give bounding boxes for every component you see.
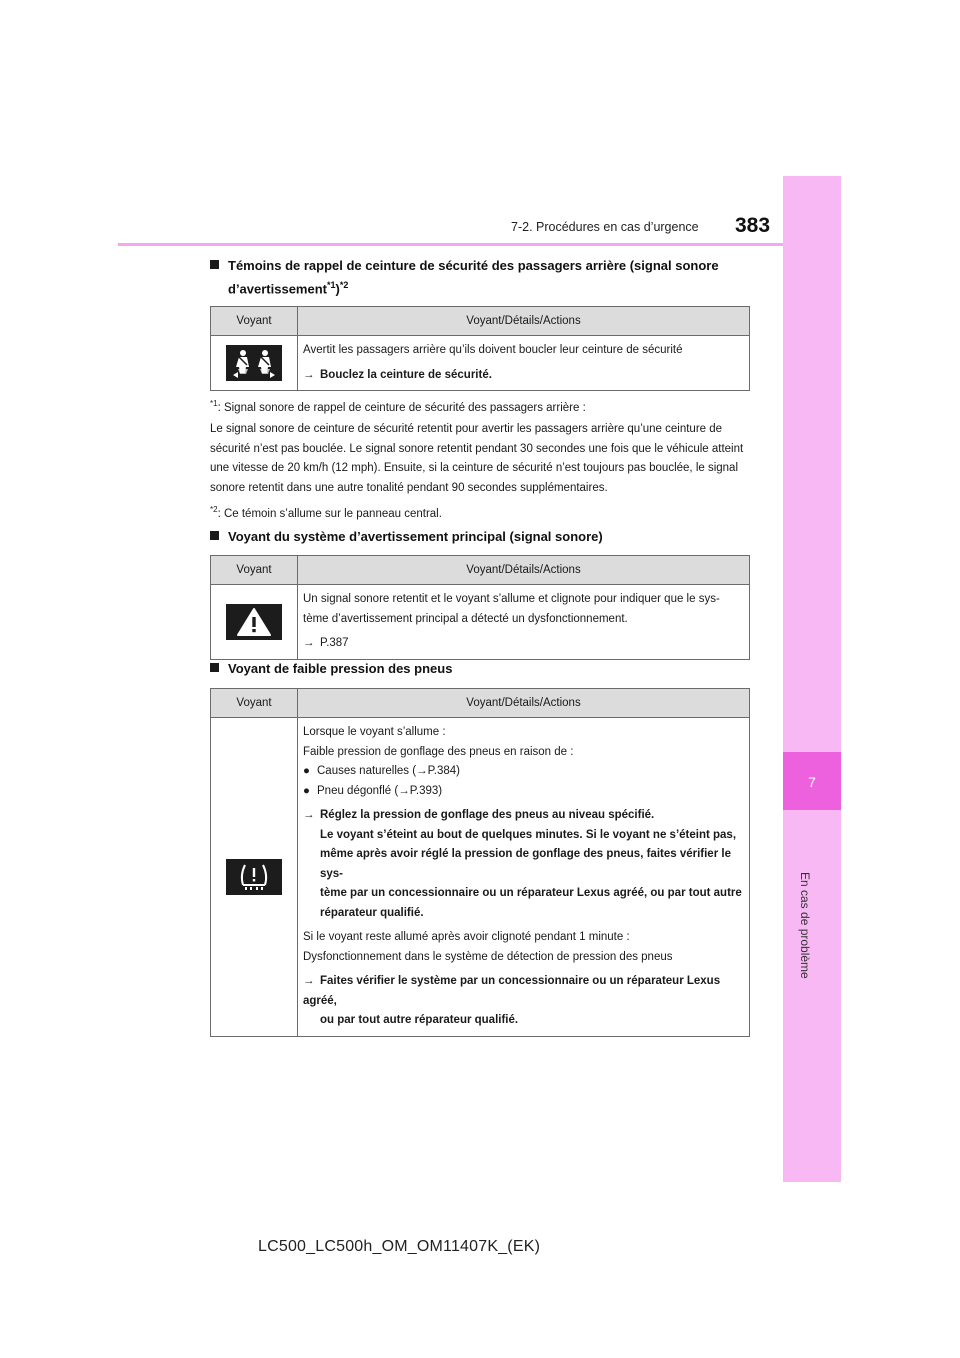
section-header: 7-2. Procédures en cas d’urgence	[511, 220, 699, 234]
line-4: Dysfonctionnement dans le système de détection de pression des pneus	[303, 950, 673, 963]
row-text-line2: tème d’avertissement principal a détecté un dysfonctionnement.	[303, 612, 628, 625]
section2-heading: Voyant du système d’avertissement principal (signal sonore)	[210, 529, 603, 544]
tire-pressure-warning-icon	[226, 859, 282, 895]
col-header-details: Voyant/Détails/Actions	[298, 689, 750, 718]
action-1: → Réglez la pression de gonflage des pneus au niveau spécifié.	[303, 809, 655, 821]
page-ref-link[interactable]: P.393	[409, 784, 439, 797]
col-header-details: Voyant/Détails/Actions	[298, 556, 750, 585]
line-2: Faible pression de gonflage des pneus en raison de :	[303, 745, 574, 758]
footnote-1-body: Le signal sonore de ceinture de sécurité retentit pour avertir les passagers arrière qu’une ceinture de sécurité n’est pas bouclée. Le signal sonore retentit pendant 30 secondes une fois que le véhicule atteint une vitesse de 20 km/h (12 mph). Ensuite, si la ceinture de sécurité n’est toujours pas bouclée, le signal sonore retentit dans une autre tonalité pendant 90 secondes supplémentaires.	[210, 423, 744, 494]
icon-cell	[211, 336, 298, 391]
action-2: → Faites vérifier le système par un concessionnaire ou un réparateur Lexus agréé,	[303, 975, 721, 1007]
col-header-voyant: Voyant	[211, 307, 298, 336]
icon-cell	[211, 585, 298, 660]
details-cell	[298, 718, 750, 1037]
table-row	[211, 336, 750, 391]
document-code: LC500_LC500h_OM_OM11407K_(EK)	[258, 1238, 541, 1255]
page-number: 383	[735, 214, 771, 237]
row-text-line1: Un signal sonore retentit et le voyant s’allume et clignote pour indiquer que le sys-	[303, 593, 720, 605]
action-1-line2: Le voyant s’éteint au bout de quelques minutes. Si le voyant ne s’éteint pas,	[320, 828, 737, 841]
rear-seatbelt-reminder-icon	[226, 345, 282, 381]
row-action: → Bouclez la ceinture de sécurité.	[303, 368, 492, 381]
icon-cell	[211, 718, 298, 1037]
action-1-line4: tème par un concessionnaire ou un réparateur Lexus agréé, ou par tout autre	[320, 887, 742, 899]
table-header-row	[211, 307, 750, 336]
page-ref-link[interactable]: P.384	[427, 765, 457, 777]
seatbelt-table	[210, 306, 750, 391]
table-header-row	[211, 689, 750, 718]
section3-heading: Voyant de faible pression des pneus	[210, 661, 452, 676]
table-row	[211, 585, 750, 660]
table-row	[211, 718, 750, 1037]
chapter-tab	[783, 176, 841, 1182]
bullet-item: ● Causes naturelles (→P.384)	[303, 765, 460, 777]
master-warning-table	[210, 555, 750, 660]
row-action: → P.387	[303, 637, 349, 649]
section1-heading: Témoins de rappel de ceinture de sécurité des passagers arrière (signal sonore	[210, 258, 719, 273]
chapter-number-box	[783, 752, 841, 810]
col-header-voyant: Voyant	[211, 689, 298, 718]
action-1-line5: réparateur qualifié.	[320, 906, 424, 919]
col-header-voyant: Voyant	[211, 556, 298, 585]
footnote-1-title: $^{*1}$: Signal sonore de rappel de ceinture de sécurité des passagers arrière :	[210, 399, 586, 414]
col-header-details: Voyant/Détails/Actions	[298, 307, 750, 336]
details-cell	[298, 585, 750, 660]
bullet-item: ● Pneu dégonflé (→P.393)	[303, 784, 443, 797]
tire-pressure-table	[210, 688, 750, 1037]
heading-bullet	[210, 663, 219, 672]
master-warning-icon	[226, 604, 282, 640]
page-ref-link[interactable]: P.387	[320, 637, 349, 649]
row-text: Avertit les passagers arrière qu’ils doivent boucler leur ceinture de sécurité	[303, 344, 683, 356]
line-3: Si le voyant reste allumé après avoir clignoté pendant 1 minute :	[303, 931, 630, 943]
action-1-line3: même après avoir réglé la pression de gonflage des pneus, faites vérifier le sys-	[320, 848, 731, 880]
details-cell	[298, 336, 750, 391]
action-2-line2: ou par tout autre réparateur qualifié.	[320, 1014, 519, 1026]
heading-bullet	[210, 260, 219, 269]
chapter-label: En cas de problème	[798, 872, 812, 979]
table-header-row	[211, 556, 750, 585]
heading-bullet	[210, 531, 219, 540]
header-rule	[118, 243, 783, 246]
line-1: Lorsque le voyant s’allume :	[303, 726, 446, 738]
section1-heading-line2: d’avertissement$^{*1}$)$^{*2}$	[228, 280, 349, 297]
chapter-number: 7	[808, 774, 816, 790]
footnote-2: $^{*2}$: Ce témoin s’allume sur le panneau central.	[210, 505, 442, 520]
